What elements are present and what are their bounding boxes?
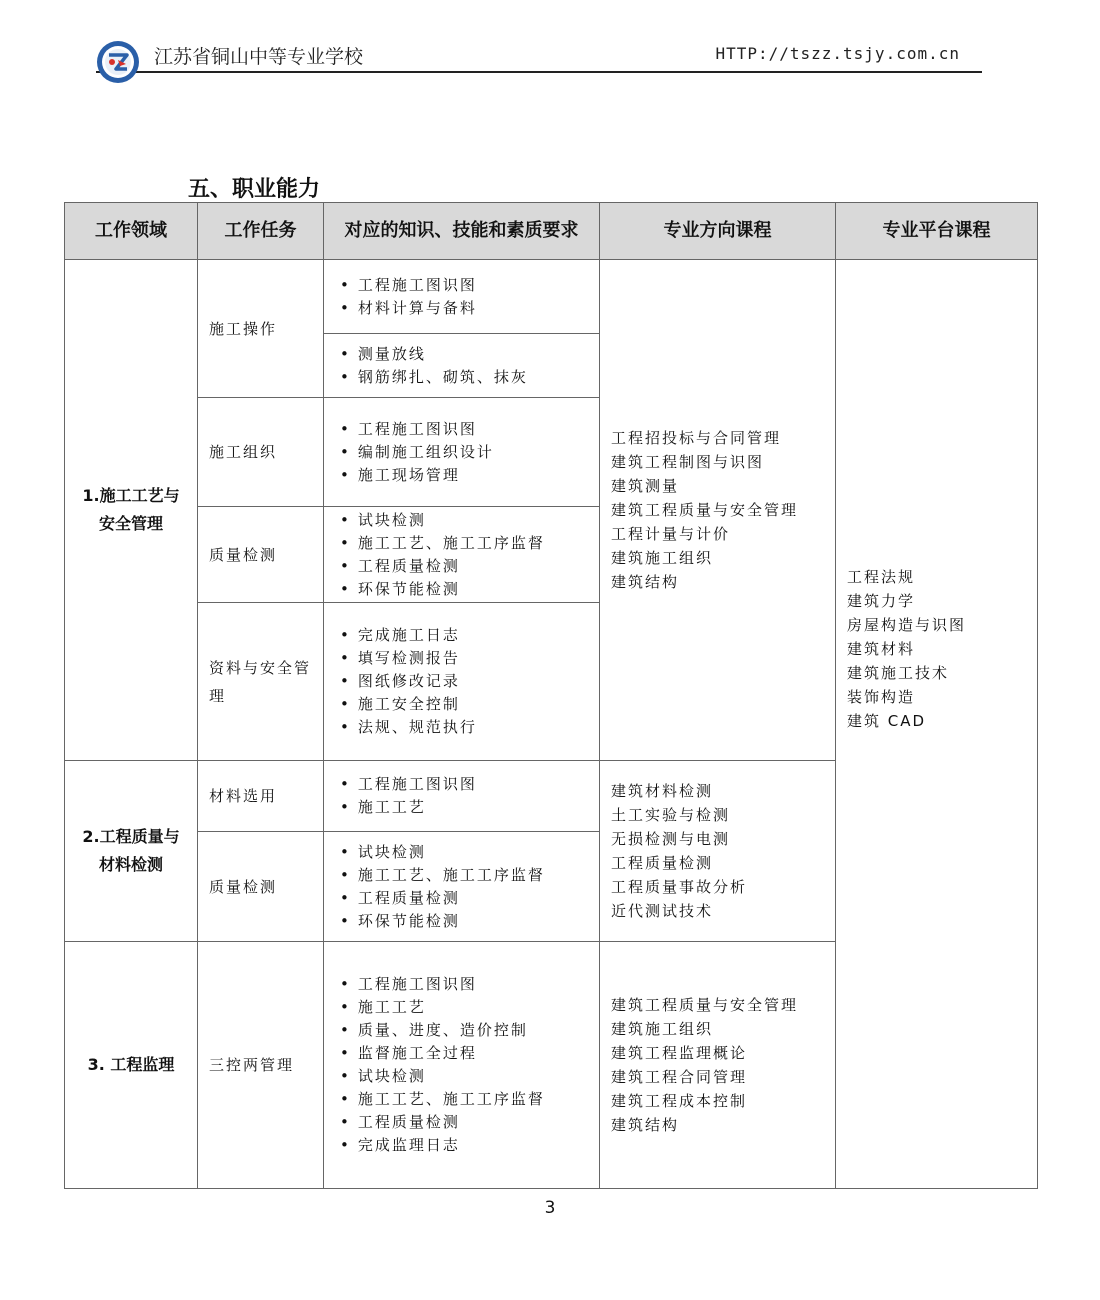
list-item: 建筑 CAD — [847, 712, 927, 730]
task-cell: 材料选用 — [198, 761, 324, 832]
list-item: 建筑工程成本控制 — [611, 1092, 748, 1110]
section-title: 五、职业能力 — [188, 177, 321, 202]
list-item: • 法规、规范执行 — [340, 716, 599, 739]
list-item: • 试块检测 — [340, 1065, 599, 1088]
list-item: • 监督施工全过程 — [340, 1042, 599, 1065]
list-item: 建筑工程质量与安全管理 — [611, 996, 799, 1014]
list-item: • 图纸修改记录 — [340, 670, 599, 693]
requirements-cell — [324, 832, 600, 942]
list-item: • 施工安全控制 — [340, 693, 599, 716]
list-item: 建筑施工组织 — [611, 549, 714, 567]
header-requirements: 对应的知识、技能和素质要求 — [324, 203, 600, 260]
list-item: • 钢筋绑扎、砌筑、抹灰 — [340, 366, 599, 389]
list-item: 建筑结构 — [611, 1116, 680, 1134]
list-item: • 测量放线 — [340, 343, 599, 366]
list-item: • 材料计算与备料 — [340, 297, 599, 320]
list-item: 建筑材料检测 — [611, 782, 714, 800]
list-item: 建筑工程质量与安全管理 — [611, 501, 799, 519]
school-logo-icon — [96, 40, 140, 84]
requirements-cell — [324, 603, 600, 761]
list-item: 建筑测量 — [611, 477, 680, 495]
list-item: • 试块检测 — [340, 509, 599, 532]
table-header-row — [65, 203, 1038, 260]
list-item: • 环保节能检测 — [340, 578, 599, 601]
table-row — [65, 260, 1038, 334]
list-item: 无损检测与电测 — [611, 830, 731, 848]
list-item: 建筑工程监理概论 — [611, 1044, 748, 1062]
header-platform-courses: 专业平台课程 — [836, 203, 1038, 260]
list-item: 土工实验与检测 — [611, 806, 731, 824]
task-cell: 质量检测 — [198, 832, 324, 942]
list-item: • 施工现场管理 — [340, 464, 599, 487]
task-cell: 质量检测 — [198, 507, 324, 603]
list-item: 工程招投标与合同管理 — [611, 429, 782, 447]
list-item: 建筑工程合同管理 — [611, 1068, 748, 1086]
list-item: • 环保节能检测 — [340, 910, 599, 933]
page-number: 3 — [544, 1198, 556, 1218]
direction-courses-cell — [600, 761, 836, 942]
header-direction-courses: 专业方向课程 — [600, 203, 836, 260]
list-item: 工程质量事故分析 — [611, 878, 748, 896]
list-item: • 工程施工图识图 — [340, 418, 599, 441]
requirements-cell — [324, 334, 600, 398]
requirements-cell — [324, 761, 600, 832]
list-item: • 完成施工日志 — [340, 624, 599, 647]
task-cell: 资料与安全管理 — [198, 603, 324, 761]
list-item: • 施工工艺、施工工序监督 — [340, 864, 599, 887]
list-item: • 编制施工组织设计 — [340, 441, 599, 464]
domain-cell: 3. 工程监理 — [65, 942, 198, 1189]
list-item: • 施工工艺、施工工序监督 — [340, 1088, 599, 1111]
direction-courses-cell — [600, 942, 836, 1189]
list-item: • 施工工艺、施工工序监督 — [340, 532, 599, 555]
list-item: • 施工工艺 — [340, 796, 599, 819]
list-item: • 试块检测 — [340, 841, 599, 864]
header-work-domain: 工作领域 — [65, 203, 198, 260]
list-item: 建筑力学 — [847, 592, 916, 610]
task-cell: 施工操作 — [198, 260, 324, 398]
platform-courses-cell — [836, 260, 1038, 1189]
requirements-cell — [324, 507, 600, 603]
list-item: • 工程施工图识图 — [340, 973, 599, 996]
requirements-cell — [324, 942, 600, 1189]
domain-cell: 1.施工工艺与安全管理 — [65, 260, 198, 761]
domain-cell: 2.工程质量与材料检测 — [65, 761, 198, 942]
list-item: • 完成监理日志 — [340, 1134, 599, 1157]
school-url[interactable]: HTTP://tszz.tsjy.com.cn — [715, 44, 960, 63]
requirements-cell — [324, 398, 600, 507]
list-item: 建筑施工技术 — [847, 664, 950, 682]
list-item: 建筑施工组织 — [611, 1020, 714, 1038]
list-item: • 工程质量检测 — [340, 555, 599, 578]
list-item: 房屋构造与识图 — [847, 616, 967, 634]
list-item: 工程质量检测 — [611, 854, 714, 872]
list-item: • 施工工艺 — [340, 996, 599, 1019]
list-item: 近代测试技术 — [611, 902, 714, 920]
list-item: • 工程质量检测 — [340, 887, 599, 910]
list-item: 工程法规 — [847, 568, 916, 586]
list-item: • 工程施工图识图 — [340, 274, 599, 297]
list-item: 装饰构造 — [847, 688, 916, 706]
list-item: 建筑结构 — [611, 573, 680, 591]
list-item: • 质量、进度、造价控制 — [340, 1019, 599, 1042]
list-item: 工程计量与计价 — [611, 525, 731, 543]
list-item: • 工程施工图识图 — [340, 773, 599, 796]
direction-courses-cell — [600, 260, 836, 761]
list-item: • 工程质量检测 — [340, 1111, 599, 1134]
requirements-cell — [324, 260, 600, 334]
list-item: • 填写检测报告 — [340, 647, 599, 670]
page-header — [96, 38, 982, 73]
competency-table — [64, 202, 1038, 1189]
task-cell: 三控两管理 — [198, 942, 324, 1189]
school-name: 江苏省铜山中等专业学校 — [154, 46, 364, 68]
list-item: 建筑工程制图与识图 — [611, 453, 765, 471]
list-item: 建筑材料 — [847, 640, 916, 658]
header-work-task: 工作任务 — [198, 203, 324, 260]
task-cell: 施工组织 — [198, 398, 324, 507]
